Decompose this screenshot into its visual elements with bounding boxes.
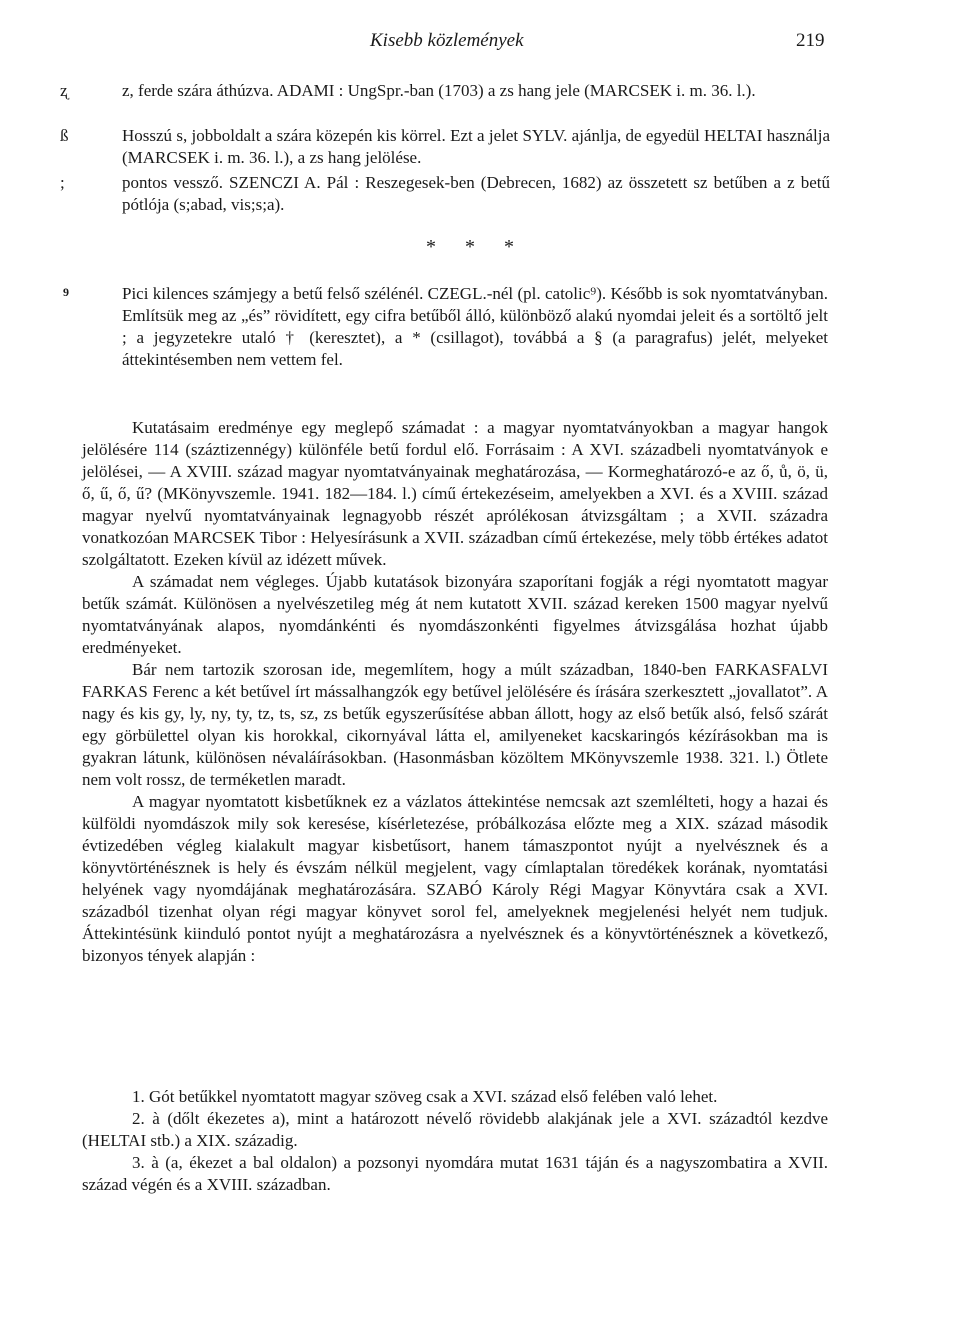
entry-symbol: ; <box>60 173 65 192</box>
list-item: 1. Gót betűkkel nyomtatott magyar szöveg csak a XVI. század első felében való lehet. <box>132 1087 718 1106</box>
body-paragraph: A magyar nyomtatott kisbetűknek ez a vázlatos áttekintése nemcsak azt szemlélteti, hogy a hazai és külföldi nyomdászok mily sok keresése, kísérletezése, próbálkozása előzte meg a XIX. század második évtizedében végleg kialakult magyar kisbetűsort, hanem támaszpontot nyújt a nyelvésznek és a könyvtörténésznek is hely és évszám nélkül megjelent, vagy címlaptalan töredékek korának, nyomtatási helyének vagy nyomdájának meghatározására. SZABÓ Károly Régi Magyar Könyvtára csak a XVI. századból tizenhat olyan régi magyar könyvet sorol fel, amelyeknek megjelenési helyét nem tudjuk. Áttekintésünk kiinduló pontot nyújt a meghatározásra a nyelvésznek és a könyvtörténésznek a következő, bizonyos tények alapján : <box>82 792 828 965</box>
letter-entry <box>60 172 830 216</box>
body-paragraph: A számadat nem végleges. Újabb kutatások bizonyára szaporítani fogják a régi nyomtatott magyar betűk számát. Különösen a nyelvészetileg még át nem kutatott XVII. század kereken 1500 magyar nyelvű nyomtatványának alapos, nyomdánkénti és nyomdászonkénti figyelmes átvizsgálása hozhat újabb eredményeket. <box>82 572 828 657</box>
body-text <box>82 417 828 967</box>
entry-text: Hosszú s, jobboldalt a szára közepén kis körrel. Ezt a jelet SYLV. ajánlja, de egyedül HELTAI használja (MARCSEK i. m. 36. l.), a zs hang jelölése. <box>122 126 830 167</box>
body-paragraph: Kutatásaim eredménye egy meglepő számadat : a magyar nyomtatványokban a magyar hangok jelölésére 114 (száztizennégy) különféle betű fordul elő. Forrásaim : A XVI. századbeli nyomtatványok e jelölései, — A XVIII. század magyar nyomtatványainak meghatározása, — Kormeghatározó-e az ő, ů, ö, ü, ő, ű, ő, ű? (MKönyvszemle. 1941. 182—184. l.) című értekezéseim, amelyekben a XVI. és a XVIII. század magyar nyelvű nyomtatványainak legnagyobb részét aprólékosan átvizsgáltam ; a XVII. századra vonatkozóan MARCSEK Tibor : Helyesírásunk a XVII. században című értekezése, mely több értékes adatot szolgáltatott. Ezeken kívül az idézett művek. <box>82 418 828 569</box>
running-header-title: Kisebb közlemények <box>370 30 524 51</box>
body-paragraph: Bár nem tartozik szorosan ide, megemlítem, hogy a múlt században, 1840-ben FARKASFALVI FARKAS Ferenc a két betűvel írt mássalhangzók egy betűvel jelölésére és írására szerkesztett „jovallatot”. A nagy és kis gy, ly, ny, ty, tz, ts, sz, zs betűk egyszerűsítése abban állott, hogy az első betűk alsó, felső szárát egy görbülettel olyan kis horokkal, cikornyával látta el, amilyeneket kacskaringós kézírásokban ma is gyakran látunk, különösen névaláírásokban. (Hasonmásban közöltem MKönyvszemle 1938. 321. l.) Ötlete nem volt rossz, de terméketlen maradt. <box>82 660 828 789</box>
footnote-text <box>122 283 828 371</box>
entry-text: z, ferde szára áthúzva. ADAMI : UngSpr.-ban (1703) a zs hang jele (MARCSEK i. m. 36. l.). <box>122 81 756 100</box>
footnote-mark: 9 <box>63 285 69 299</box>
numbered-list <box>82 1086 828 1196</box>
list-item: 2. à (dőlt ékezetes a), mint a határozott névelő rövidebb alakjának jele a XVI. századtól kezdve (HELTAI stb.) a XIX. századig. <box>82 1109 828 1150</box>
letter-entry <box>60 80 830 102</box>
entry-symbol: ʐ <box>60 81 68 100</box>
letter-entry <box>60 125 830 169</box>
page-number: 219 <box>796 30 825 51</box>
section-separator: * * * <box>426 236 526 258</box>
entry-text: pontos vessző. SZENCZI A. Pál : Reszegesek-ben (Debrecen, 1682) az összetett sz betűben a z betű pótlója (s;abad, vis;s;a). <box>122 173 830 214</box>
list-item: 3. à (a, ékezet a bal oldalon) a pozsonyi nyomdára mutat 1631 táján és a nagyszombatira a XVII. század végén és a XVIII. században. <box>82 1153 828 1194</box>
entry-symbol: ß <box>60 126 69 145</box>
footnote-paragraph: Pici kilences számjegy a betű felső szélénél. CZEGL.-nél (pl. catolic⁹). Később is sok nyomtatványban. Említsük meg az „és” rövidített, egy cifra betűből álló, különböző alakú nyomdai jeleit és a sortöltő jelt ; a jegyzetekre utaló † (keresztet), a * (csillagot), továbbá a § (a paragrafus) jelét, melyeket áttekintésemben nem vettem fel. <box>122 284 828 369</box>
